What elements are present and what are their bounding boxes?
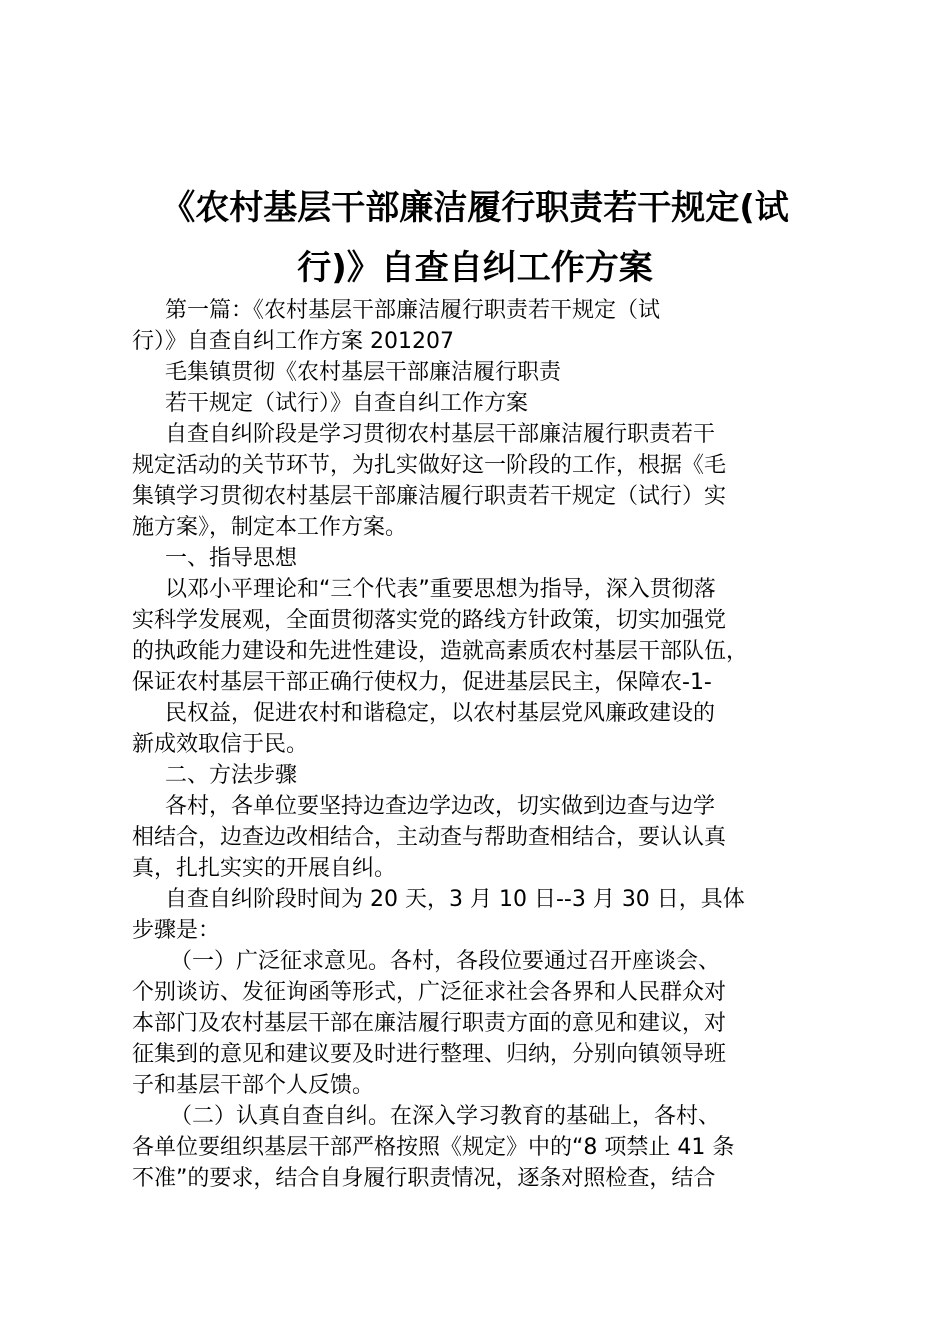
text-line: 集镇学习贯彻农村基层干部廉洁履行职责若干规定（试行）实	[132, 484, 727, 509]
text-line: 步骤是：	[132, 918, 221, 943]
text-line: 各单位要组织基层干部严格按照《规定》中的“8 项禁止 41 条	[132, 1135, 735, 1160]
text-line: 个别谈访、发征询函等形式，广泛征求社会各界和人民群众对	[132, 980, 727, 1005]
text-line: 民权益，促进农村和谐稳定，以农村基层党风廉政建设的	[165, 701, 716, 726]
text-line: 施方案》，制定本工作方案。	[132, 515, 408, 540]
text-line: 相结合，边查边改相结合，主动查与帮助查相结合，要认认真	[132, 825, 727, 850]
text-line: 规定活动的关节环节，为扎实做好这一阶段的工作，根据《毛	[132, 453, 727, 478]
section-heading-guiding-ideology: 一、指导思想	[165, 546, 298, 571]
text-line: 本部门及农村基层干部在廉洁履行职责方面的意见和建议，对	[132, 1011, 727, 1036]
paragraph-step-two: （二）认真自查自纠。在深入学习教育的基础上，各村、	[170, 1104, 721, 1129]
text-line: 子和基层干部个人反馈。	[132, 1073, 375, 1098]
paragraph-guiding-ideology: 以邓小平理论和“三个代表”重要思想为指导，深入贯彻落	[165, 577, 716, 602]
text-line: 行）》自查自纠工作方案 201207	[132, 329, 454, 354]
heading-first-part: 第一篇：《农村基层干部廉洁履行职责若干规定（试	[165, 298, 661, 323]
text-line: 不准”的要求，结合自身履行职责情况，逐条对照检查，结合	[132, 1166, 716, 1191]
text-line: 真，扎扎实实的开展自纠。	[132, 856, 397, 881]
document-title-line-1: 《农村基层干部廉洁履行职责若干规定(试	[161, 188, 789, 228]
subtitle-line-1: 毛集镇贯彻《农村基层干部廉洁履行职责	[165, 360, 562, 385]
document-title-line-2: 行)》自查自纠工作方案	[297, 248, 653, 288]
text-line: 实科学发展观，全面贯彻落实党的路线方针政策，切实加强党	[132, 608, 727, 633]
text-line: 保证农村基层干部正确行使权力，促进基层民主，保障农-1-	[132, 670, 712, 695]
section-heading-methods: 二、方法步骤	[165, 763, 298, 788]
paragraph-step-one: （一）广泛征求意见。各村，各段位要通过召开座谈会、	[170, 949, 721, 974]
paragraph-schedule: 自查自纠阶段时间为 20 天，3 月 10 日--3 月 30 日，具体	[165, 887, 745, 912]
text-line: 的执政能力建设和先进性建设，造就高素质农村基层干部队伍，	[132, 639, 749, 664]
text-line: 征集到的意见和建议要及时进行整理、归纳，分别向镇领导班	[132, 1042, 727, 1067]
subtitle-line-2: 若干规定（试行）》自查自纠工作方案	[165, 391, 529, 416]
text-line: 新成效取信于民。	[132, 732, 309, 757]
paragraph-intro: 自查自纠阶段是学习贯彻农村基层干部廉洁履行职责若干	[165, 422, 716, 447]
paragraph-methods: 各村，各单位要坚持边查边学边改，切实做到边查与边学	[165, 794, 716, 819]
